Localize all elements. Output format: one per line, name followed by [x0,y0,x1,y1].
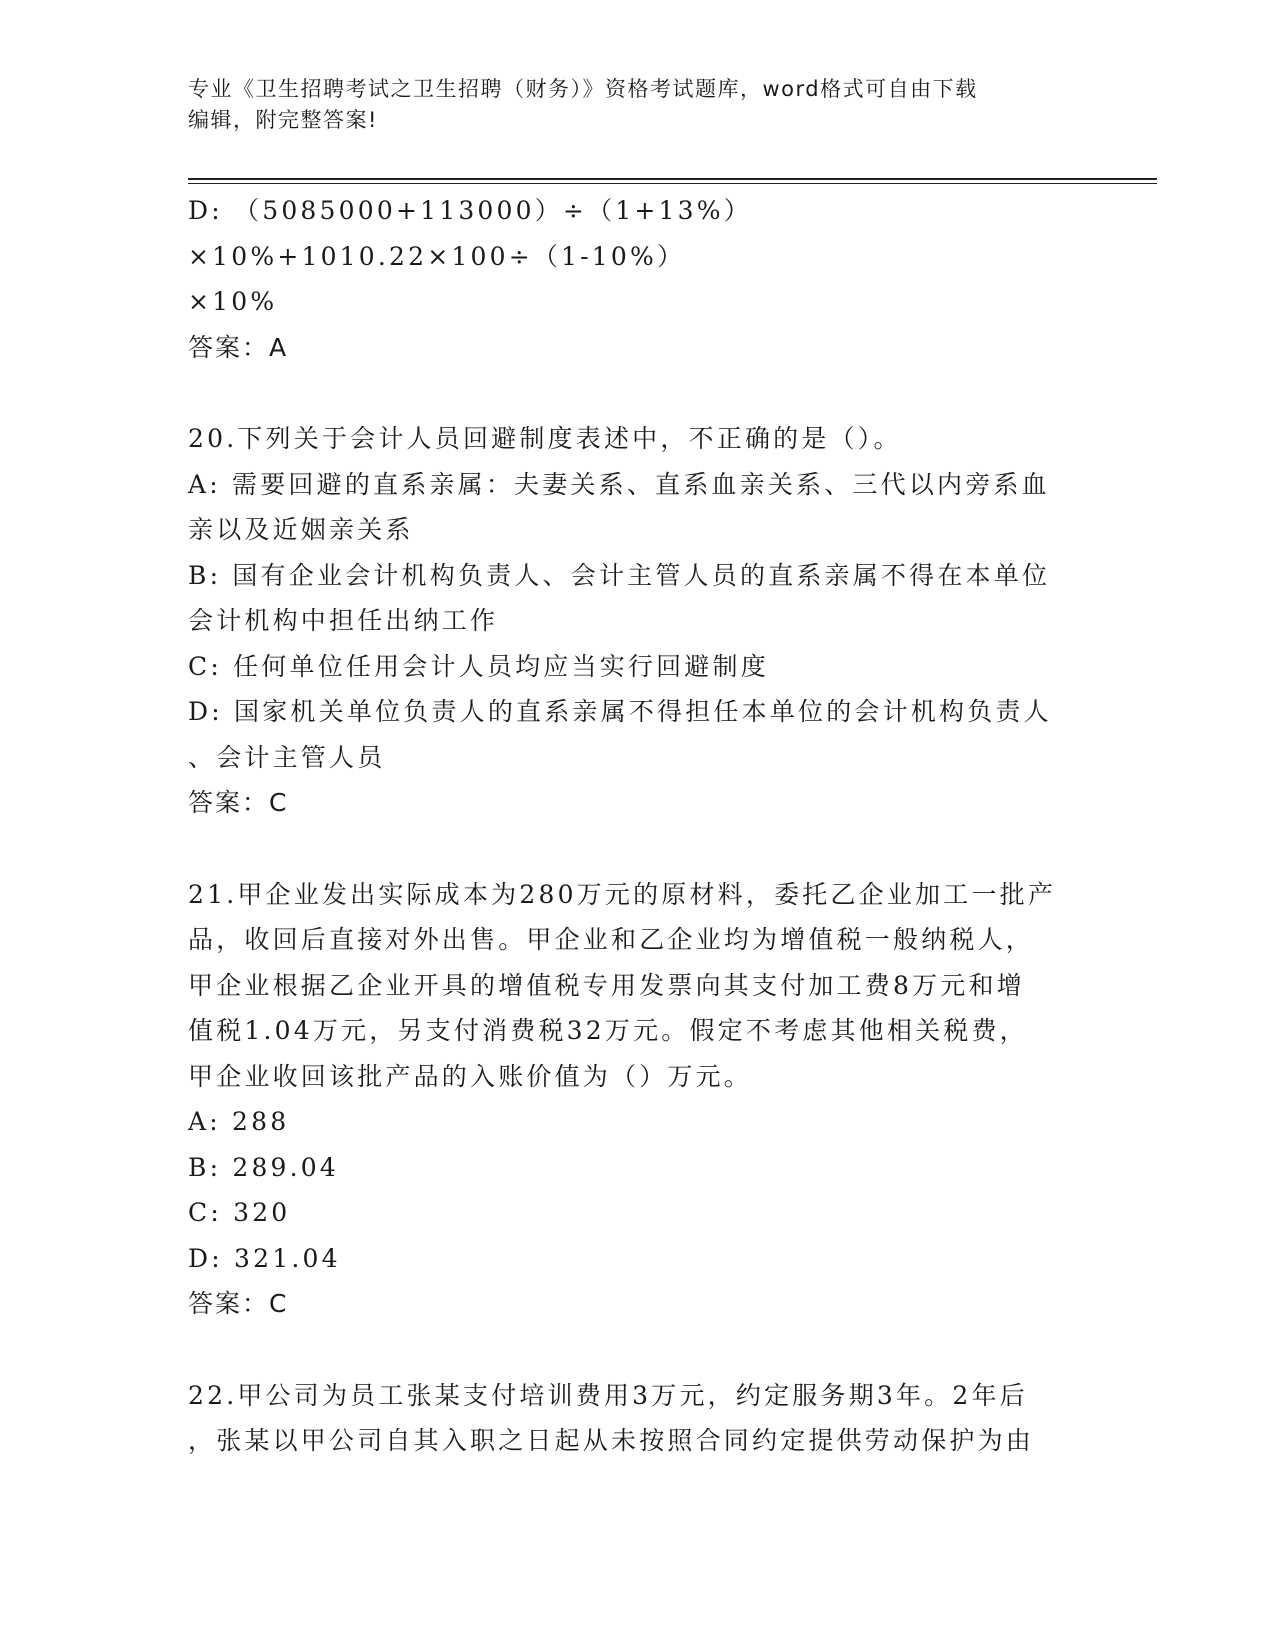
header-line-1: 专业《卫生招聘考试之卫生招聘（财务）》资格考试题库，word格式可自由下载 [188,77,978,101]
option-b: B: 289.04 [188,1152,340,1182]
question-22 [188,1373,1078,1464]
question-stem-line-4: 值税1.04万元，另支付消费税32万元。假定不考虑其他相关税费， [188,1016,1028,1045]
option-b-line-2: 会计机构中担任出纳工作 [188,606,499,635]
option-d: D: 321.04 [188,1243,341,1273]
question-stem-line-1: 22.甲公司为员工张某支付培训费用3万元，约定服务期3年。2年后 [188,1380,1028,1410]
option-a-line-2: 亲以及近姻亲关系 [188,515,414,544]
question-stem-line-2: ，张某以甲公司自其入职之日起从未按照合同约定提供劳动保护为由 [188,1426,1035,1455]
header-line-2: 编辑，附完整答案! [188,108,378,132]
document-body [188,188,1078,1464]
question-20 [188,416,1078,826]
previous-question [188,188,1078,370]
answer: 答案：A [188,332,289,362]
option-d-line-1: D: （5085000+113000）÷（1+13%）×10%+1010.22×100÷（1-10%） [188,196,752,271]
header-divider-thin [188,183,1157,184]
option-a-line-1: A: 需要回避的直系亲属：夫妻关系、直系血亲关系、三代以内旁系血 [188,469,1050,499]
option-c: C: 320 [188,1198,291,1227]
document-header [188,74,1088,136]
option-d-line-1: D: 国家机关单位负责人的直系亲属不得担任本单位的会计机构负责人 [188,697,1052,726]
question-stem: 20.下列关于会计人员回避制度表述中，不正确的是（）。 [188,424,902,453]
answer: 答案：C [188,1289,289,1318]
question-stem-line-2: 品，收回后直接对外出售。甲企业和乙企业均为增值税一般纳税人， [188,925,1035,954]
header-divider-thick [188,178,1157,180]
spacer [188,370,1078,416]
option-d-line-2: ×10% [188,287,278,316]
option-c: C: 任何单位任用会计人员均应当实行回避制度 [188,651,769,681]
question-21 [188,872,1078,1327]
answer: 答案：C [188,788,289,817]
option-a: A: 288 [188,1107,290,1136]
spacer [188,826,1078,872]
option-d-line-2: 、会计主管人员 [188,742,386,772]
option-b-line-1: B: 国有企业会计机构负责人、会计主管人员的直系亲属不得在本单位 [188,560,1051,590]
question-stem-line-3: 甲企业根据乙企业开具的增值税专用发票向其支付加工费8万元和增 [188,970,1025,1000]
question-stem-line-5: 甲企业收回该批产品的入账价值为（）万元。 [188,1061,753,1091]
spacer [188,1327,1078,1373]
question-stem-line-1: 21.甲企业发出实际成本为280万元的原材料，委托乙企业加工一批产 [188,879,1057,909]
